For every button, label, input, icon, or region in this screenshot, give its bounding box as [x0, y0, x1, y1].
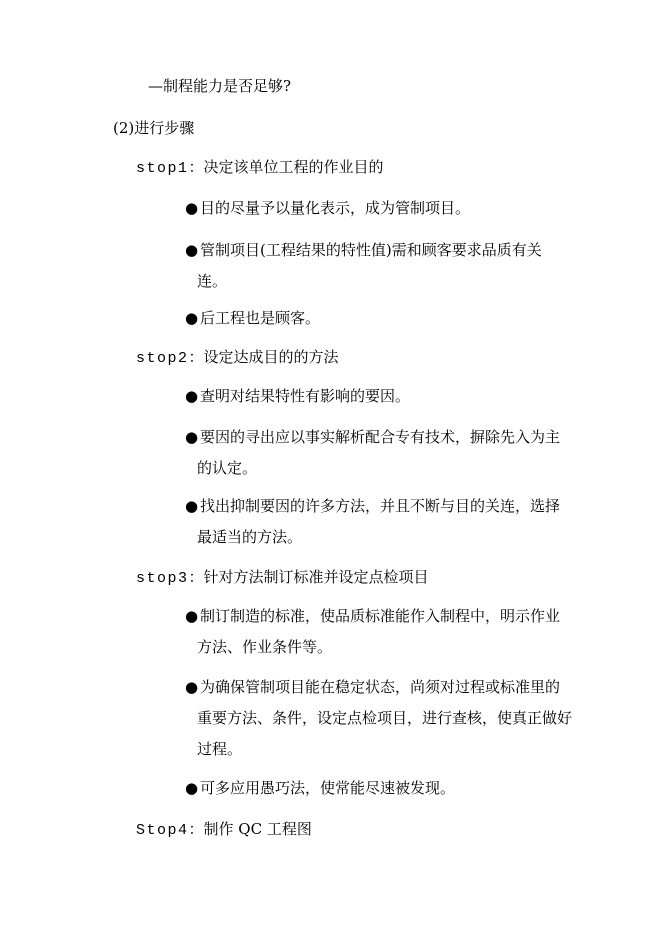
step-heading-2	[136, 347, 339, 369]
bullet-icon: ●	[185, 497, 199, 515]
step-code: stop2	[136, 350, 189, 367]
step-title: ：设定达成目的的方法	[188, 348, 339, 366]
bullet-icon: ●	[185, 387, 199, 405]
step-code: Stop4	[136, 822, 189, 839]
bullet-item	[185, 672, 595, 765]
bullet-item	[185, 491, 595, 553]
step-heading-4	[136, 819, 312, 841]
step-title: ：制作 QC 工程图	[188, 820, 312, 838]
bullet-icon: ●	[185, 607, 199, 625]
bullet-icon: ●	[185, 678, 199, 696]
bullet-text: 管制项目(工程结果的特性值)需和顾客要求品质有关	[200, 241, 542, 259]
bullet-text: 制订制造的标准，使品质标准能作入制程中，明示作业	[200, 607, 561, 625]
bullet-item	[185, 303, 595, 334]
bullet-text-continuation: 的认定。	[197, 459, 258, 477]
bullet-item	[185, 381, 595, 412]
bullet-icon: ●	[185, 199, 199, 217]
bullet-item	[185, 193, 595, 224]
bullet-icon: ●	[185, 428, 199, 446]
step-code: stop3	[136, 570, 189, 587]
bullet-text-continuation: 连。	[197, 272, 228, 290]
bullet-icon: ●	[185, 779, 199, 797]
bullet-item	[185, 601, 595, 663]
intro-line: —制程能力是否足够?	[148, 77, 292, 95]
step-code: stop1	[136, 160, 189, 177]
bullet-text-continuation: 过程。	[197, 740, 243, 758]
bullet-item	[185, 235, 595, 297]
bullet-item	[185, 773, 595, 804]
bullet-text-continuation: 方法、作业条件等。	[197, 638, 333, 656]
step-heading-3	[136, 567, 429, 589]
bullet-text: 为确保管制项目能在稳定状态，尚须对过程或标准里的	[200, 678, 561, 696]
bullet-icon: ●	[185, 309, 199, 327]
step-heading-1	[136, 157, 384, 179]
step-title: ：决定该单位工程的作业目的	[188, 158, 384, 176]
step-title: ：针对方法制订标准并设定点检项目	[188, 568, 429, 586]
bullet-text: 查明对结果特性有影响的要因。	[200, 387, 411, 405]
bullet-text: 要因的寻出应以事实解析配合专有技术，摒除先入为主	[200, 428, 561, 446]
bullet-item	[185, 422, 595, 484]
bullet-text: 找出抑制要因的许多方法，并且不断与目的关连，选择	[200, 497, 561, 515]
bullet-text: 可多应用愚巧法，使常能尽速被发现。	[200, 779, 456, 797]
bullet-text-continuation: 最适当的方法。	[197, 528, 303, 546]
section-heading: (2)进行步骤	[113, 119, 195, 137]
bullet-text-continuation: 重要方法、条件，设定点检项目，进行查核，使真正做好	[197, 709, 573, 727]
bullet-icon: ●	[185, 241, 199, 259]
bullet-text: 目的尽量予以量化表示，成为管制项目。	[200, 199, 471, 217]
bullet-text: 后工程也是顾客。	[200, 309, 321, 327]
